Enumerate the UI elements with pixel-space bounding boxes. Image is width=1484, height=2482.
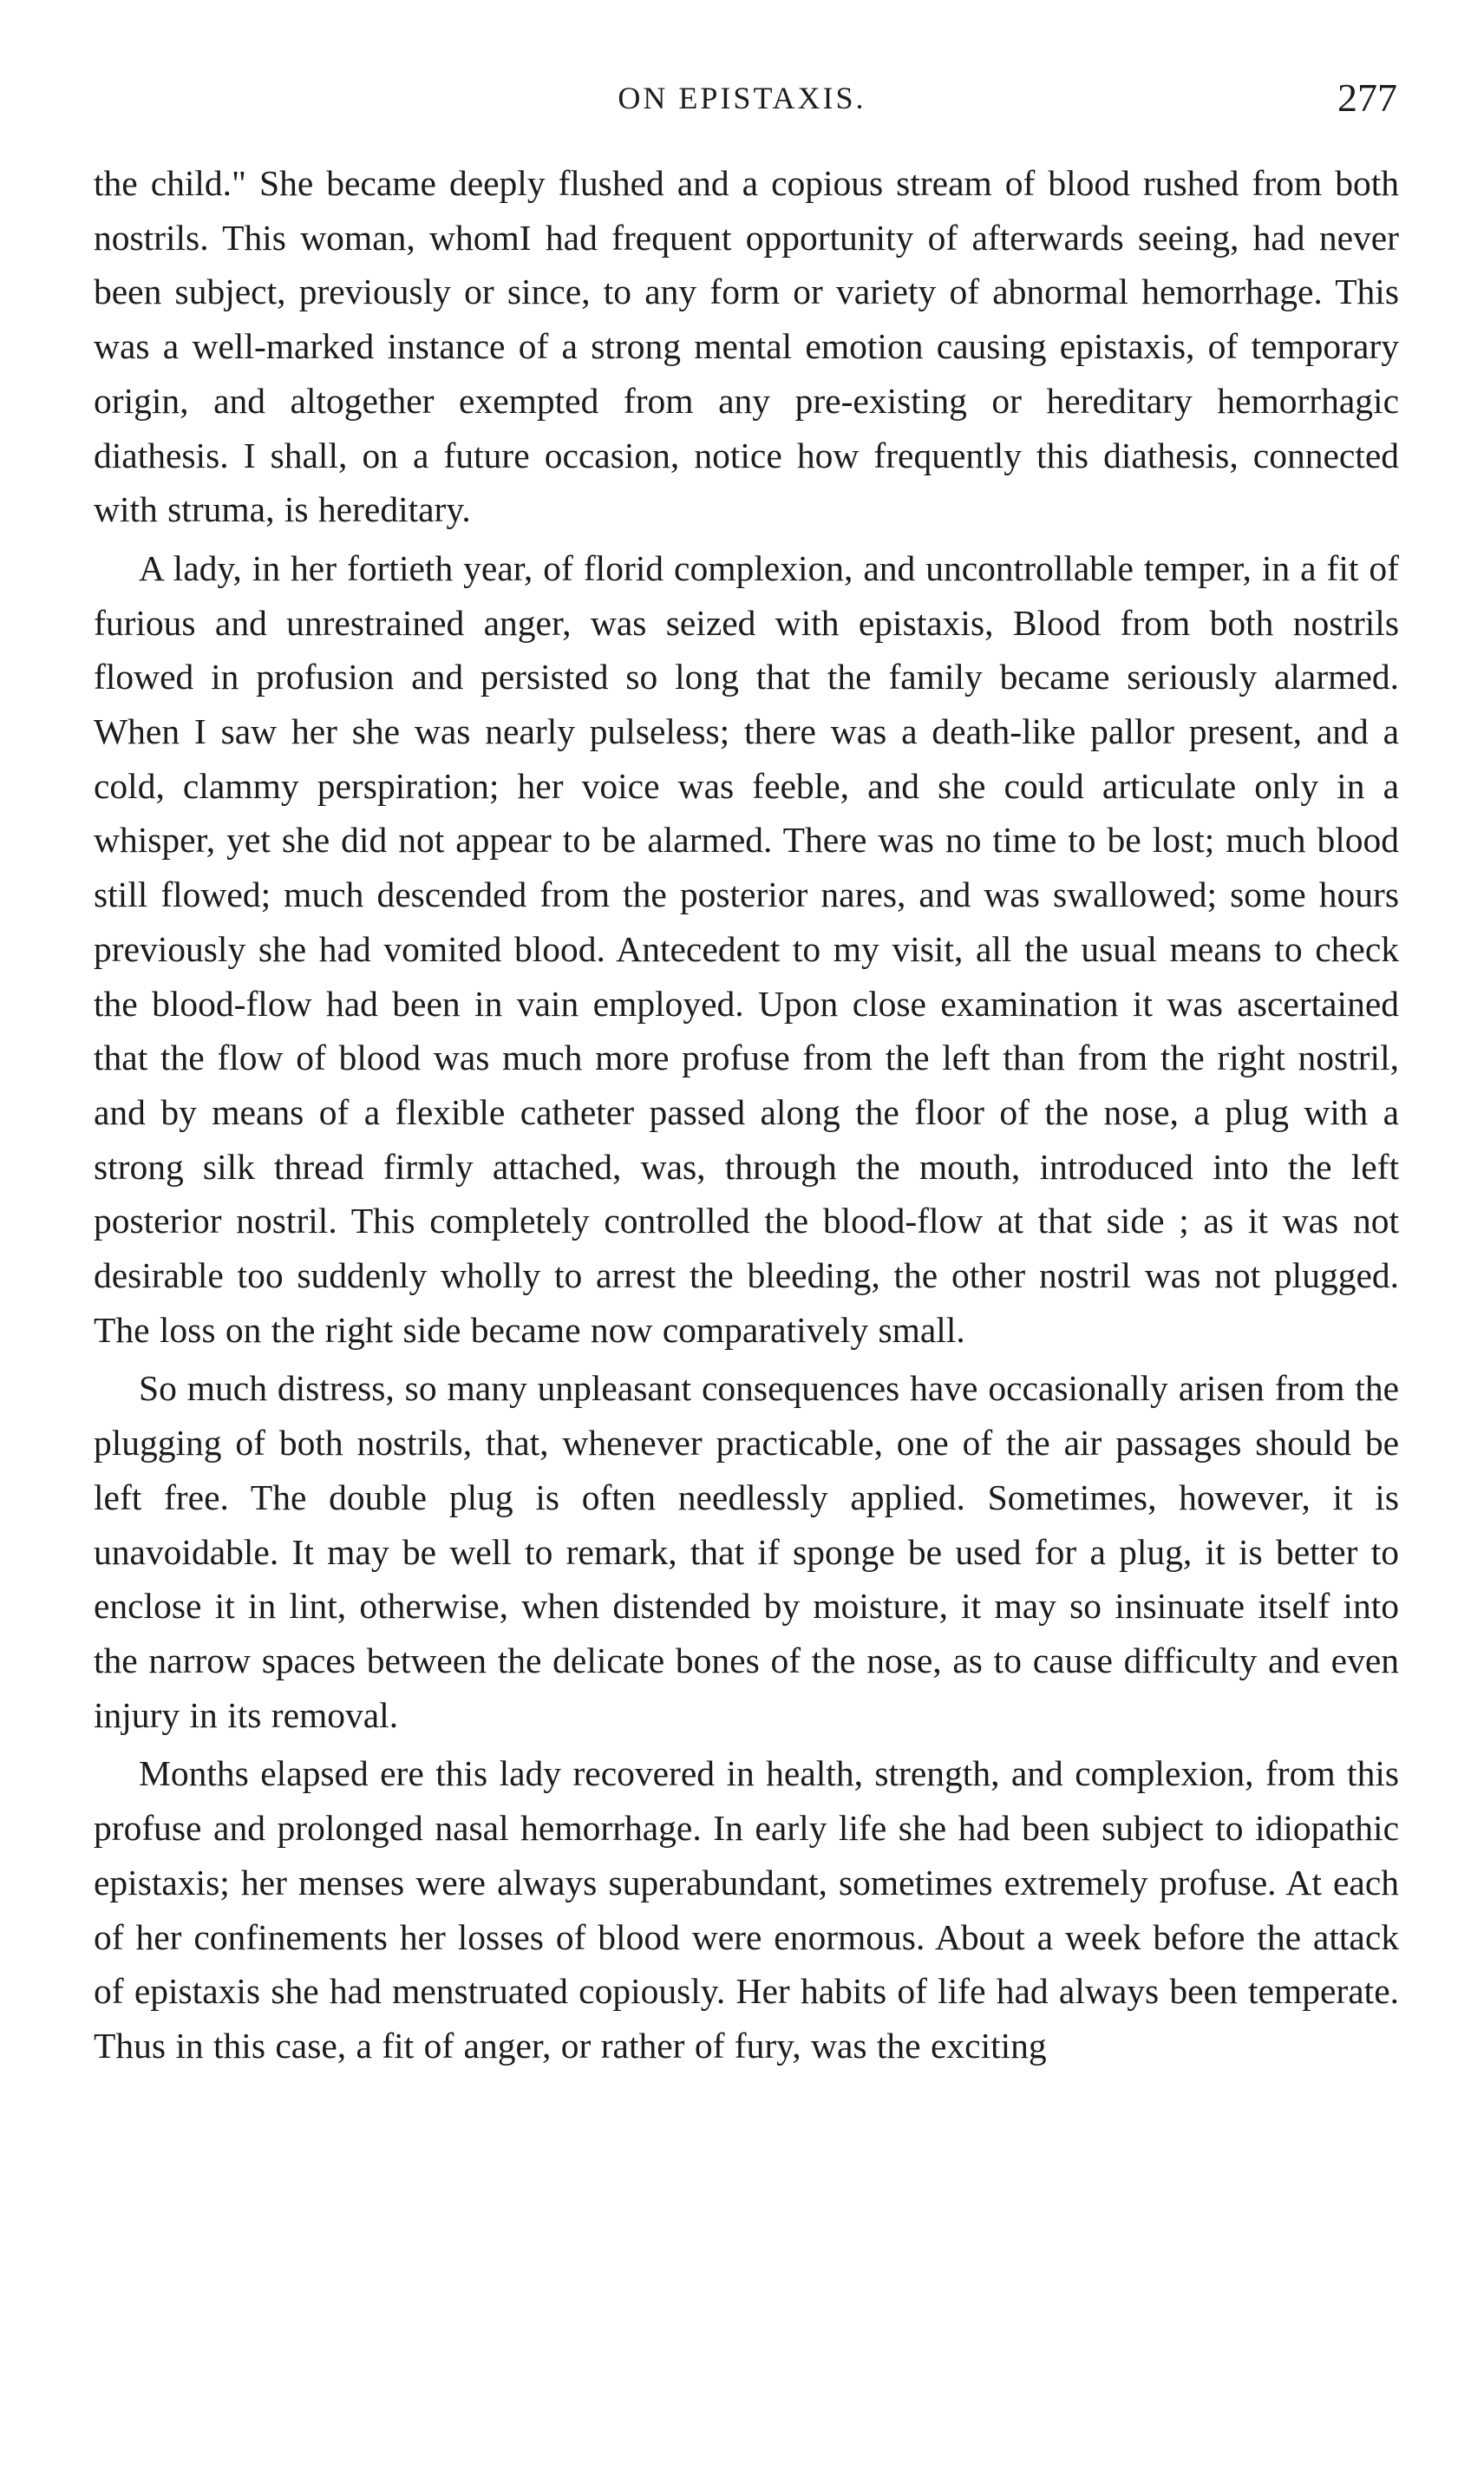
running-head — [0, 75, 1484, 127]
paragraph-lady-case: A lady, in her fortieth year, of florid complexion, and uncontrollable temper, in a fit of furious and unrestrained anger, was seized with epistaxis, Blood from both nostrils flowed in profusion and persisted so long that the family became seriously alarmed. When I saw her she was nearly pulseless; there was a death-like pallor present, and a cold, clammy perspiration; her voice was feeble, and she could articulate only in a whisper, yet she did not appear to be alarmed. There was no time to be lost; much blood still flowed; much descended from the posterior nares, and was swallowed; some hours previously she had vomited blood. Antecedent to my visit, all the usual means to check the blood-flow had been in vain employed. Upon close examination it was ascertained that the flow of blood was much more profuse from the left than from the right nostril, and by means of a flexible catheter passed along the floor of the nose, a plug with a strong silk thread firmly attached, was, through the mouth, introduced into the left posterior nostril. This completely controlled the blood-flow at that side ; as it was not desirable too suddenly wholly to arrest the bleeding, the other nostril was not plugged. The loss on the right side became now comparatively small. — [94, 547, 1399, 1350]
paragraph-plugging-advice: So much distress, so many unpleasant consequences have occasionally arisen from the plugging of both nostrils, that, whenever practicable, one of the air passages should be left free. The double plug is often needlessly applied. Sometimes, however, it is unavoidable. It may be well to remark, that if sponge be used for a plug, it is better to enclose it in lint, otherwise, when distended by moisture, it may so insinuate itself into the narrow spaces between the delicate bones of the nose, as to cause difficulty and even injury in its removal. — [94, 1368, 1399, 1735]
body-text — [94, 156, 1399, 2073]
page-number: 277 — [1337, 75, 1397, 120]
paragraph-continuation: the child." She became deeply flushed and a copious stream of blood rushed from both nostrils. This woman, whomI had frequent opportunity of afterwards seeing, had never been subject, previously or since, to any form or variety of abnormal hemorrhage. This was a well-marked instance of a strong mental emotion causing epistaxis, of temporary origin, and altogether exempted from any pre-existing or hereditary hemorrhagic diathesis. I shall, on a future occasion, notice how frequently this diathesis, connected with struma, is hereditary. — [94, 163, 1399, 530]
paragraph-recovery: Months elapsed ere this lady recovered in health, strength, and complexion, from this profuse and prolonged nasal hemorrhage. In early life she had been subject to idiopathic epistaxis; her menses were always superabundant, sometimes extremely profuse. At each of her confinements her losses of blood were enormous. About a week before the attack of epistaxis she had menstruated copiously. Her habits of life had always been temperate. Thus in this case, a fit of anger, or rather of fury, was the exciting — [94, 1753, 1399, 2066]
running-title: ON EPISTAXIS. — [618, 81, 866, 115]
